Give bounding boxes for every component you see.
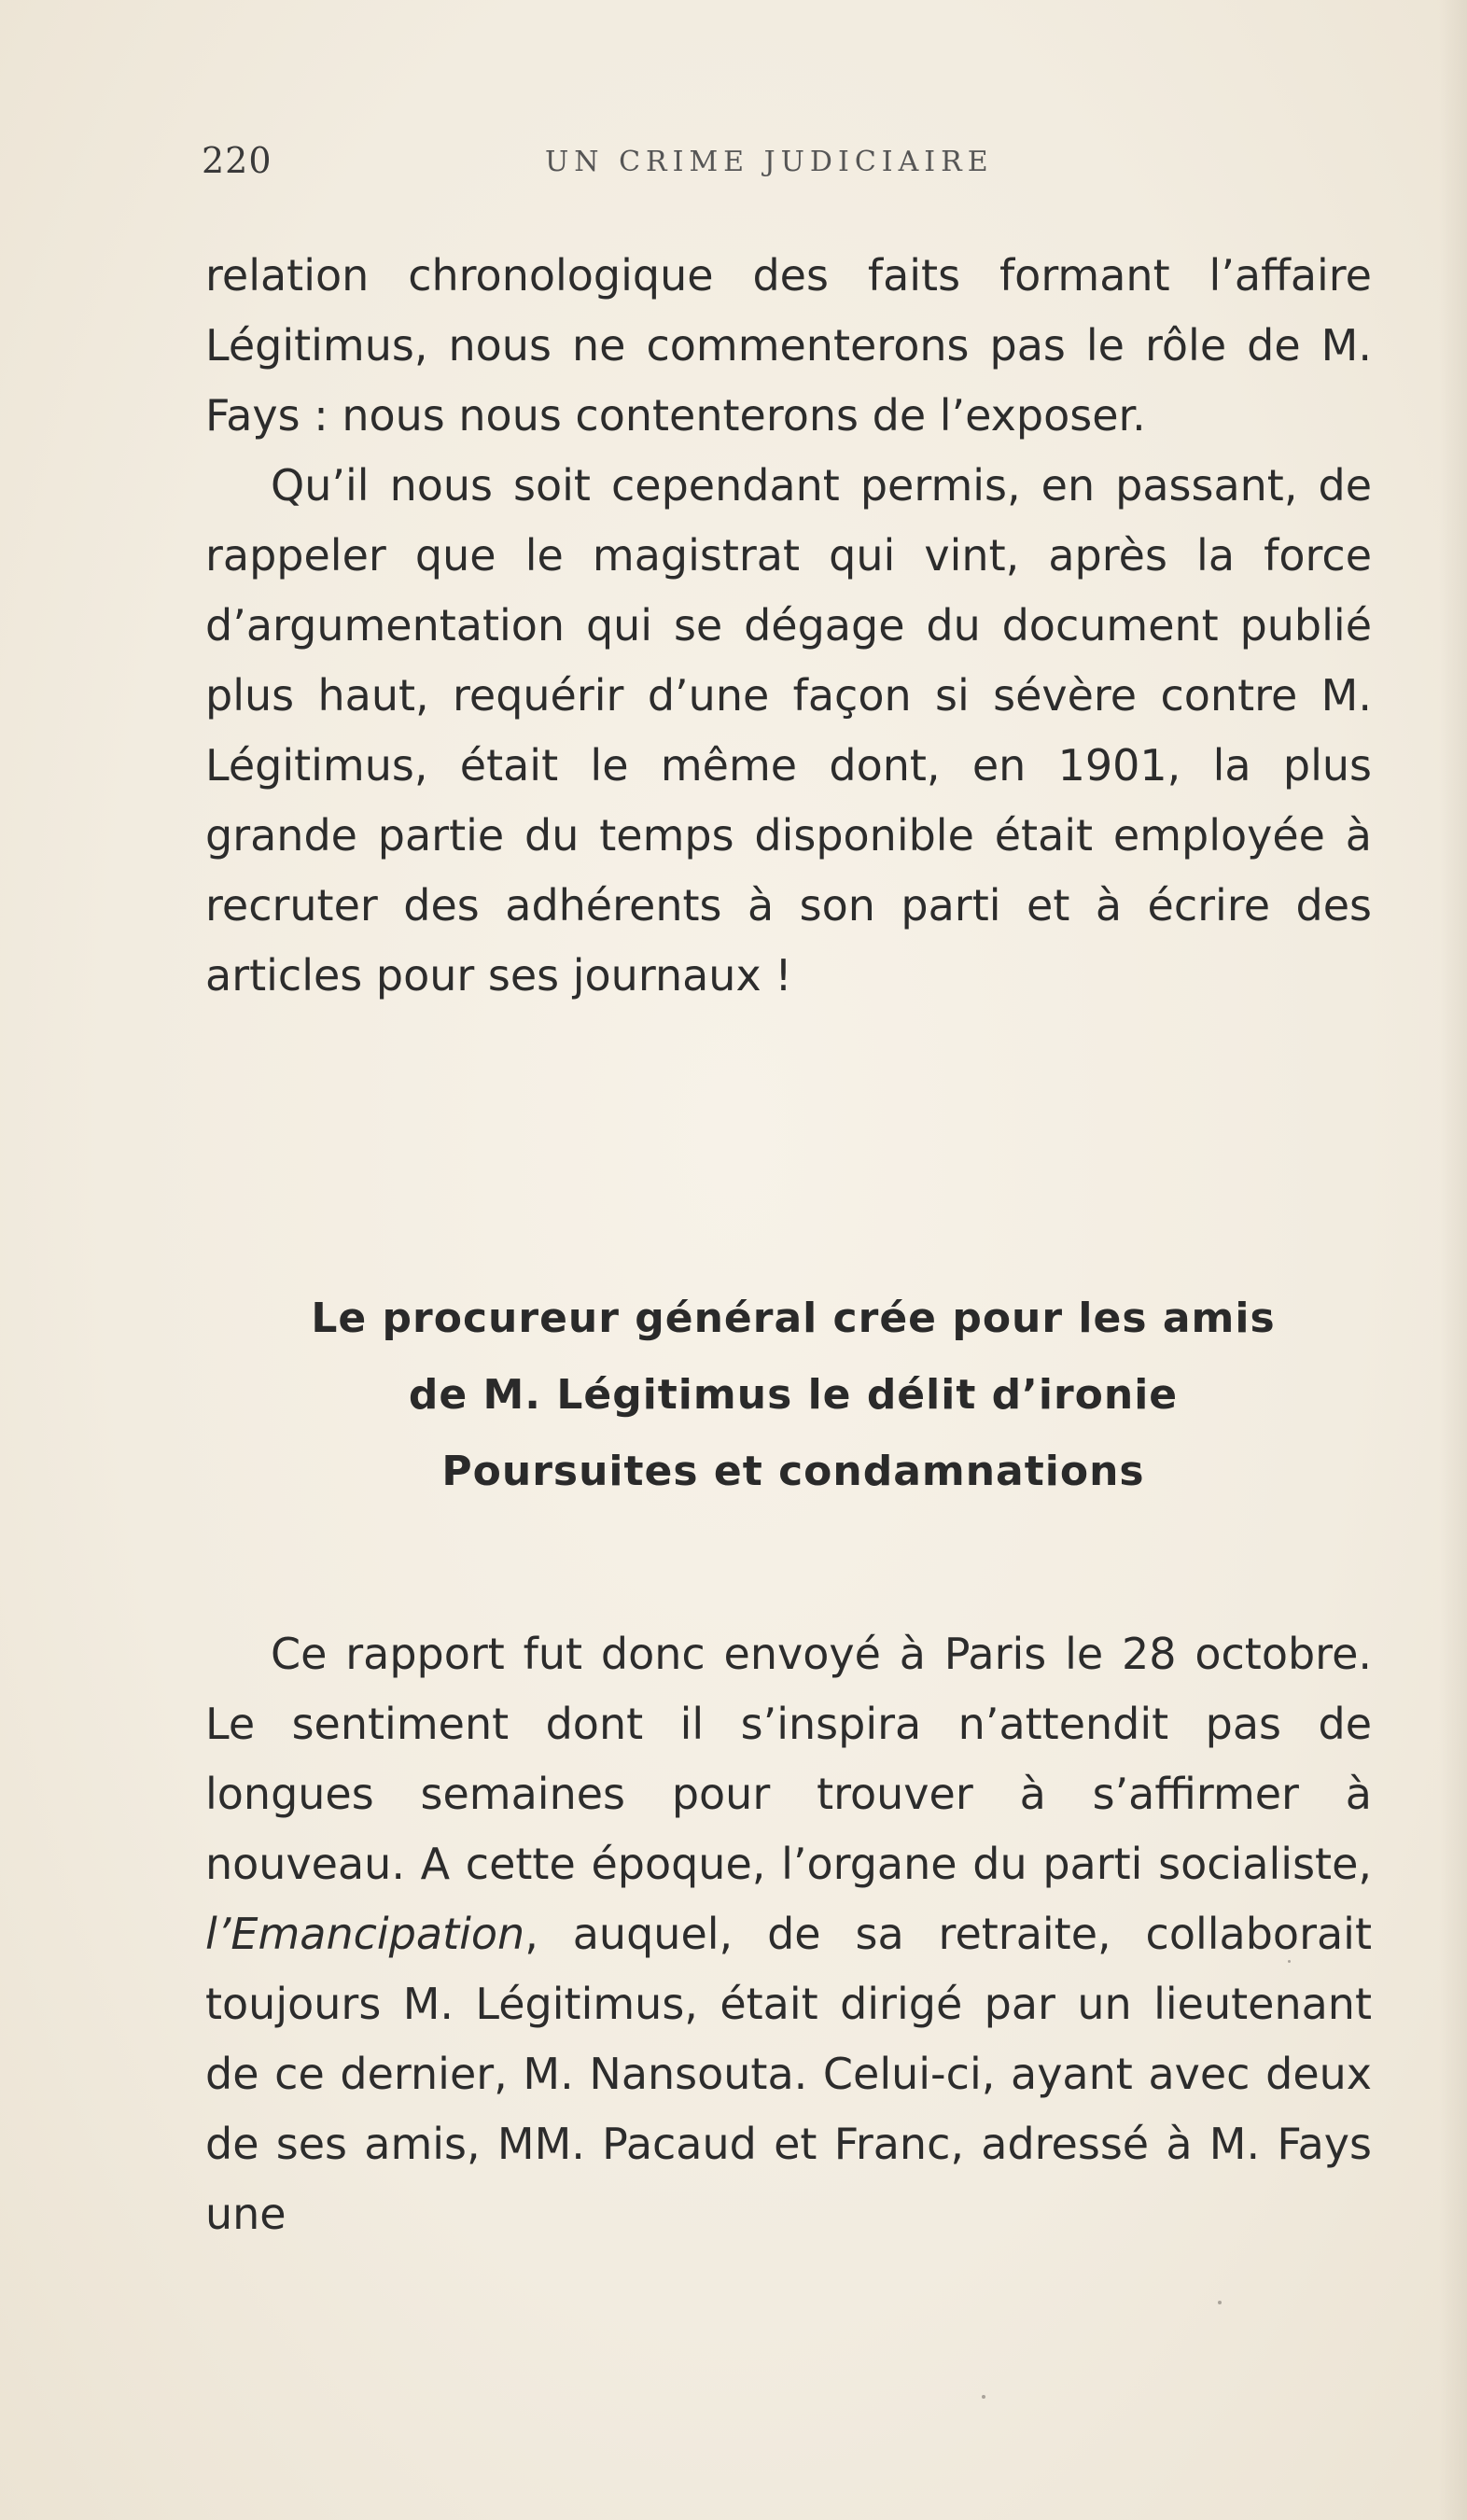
section-heading-line-2: de M. Légitimus le délit d’ironie bbox=[408, 1371, 1179, 1419]
body-text-top bbox=[205, 241, 1372, 1011]
paragraph-continued: relation chronologique des faits formant l’affaire Légitimus, nous ne commenterons pas le rôle de M. Fays : nous nous contenterons de l’exposer. bbox=[205, 250, 1372, 441]
page-edge-shadow bbox=[1439, 0, 1467, 2520]
paragraph-report-text-2: , auquel, de sa retraite, collaborait toujours M. Légitimus, était dirigé par un lieutenant de ce dernier, M. Nansouta. Celui-ci, ayant avec deux de ses amis, MM. Pacaud et Franc, adressé à M. Fays une bbox=[205, 1909, 1372, 2239]
section-heading-line-1: Le procureur général crée pour les amis bbox=[311, 1295, 1276, 1342]
section-heading-line-3: Poursuites et condamnations bbox=[441, 1448, 1145, 1495]
running-head bbox=[202, 140, 1359, 196]
page-number: 220 bbox=[202, 140, 272, 181]
paragraph-report bbox=[205, 1619, 1372, 2249]
newspaper-title: l’Emancipation bbox=[205, 1909, 525, 1959]
section-heading bbox=[187, 1281, 1400, 1510]
paragraph-reminder: Qu’il nous soit cependant permis, en passant, de rappeler que le magistrat qui vint, après la force d’argumentation qui se dégage du document publié plus haut, requérir d’une façon si sévère contre M. Légitimus, était le même dont, en 1901, la plus grande partie du temps disponible était employée à recruter des adhérents à son parti et à écrire des articles pour ses journaux ! bbox=[205, 460, 1372, 1001]
paper-speck bbox=[1218, 2301, 1222, 2304]
paper-speck bbox=[982, 2395, 985, 2399]
body-text-bottom bbox=[205, 1619, 1372, 2249]
paper-speck bbox=[1288, 1960, 1291, 1963]
running-title: UN CRIME JUDICIAIRE bbox=[545, 146, 994, 178]
paragraph-report-text-1: Ce rapport fut donc envoyé à Paris le 28 octobre. Le sentiment dont il s’inspira n’attendit pas de longues semaines pour trouver à s’affirmer à nouveau. A cette époque, l’organe du parti socialiste, bbox=[205, 1629, 1372, 1889]
